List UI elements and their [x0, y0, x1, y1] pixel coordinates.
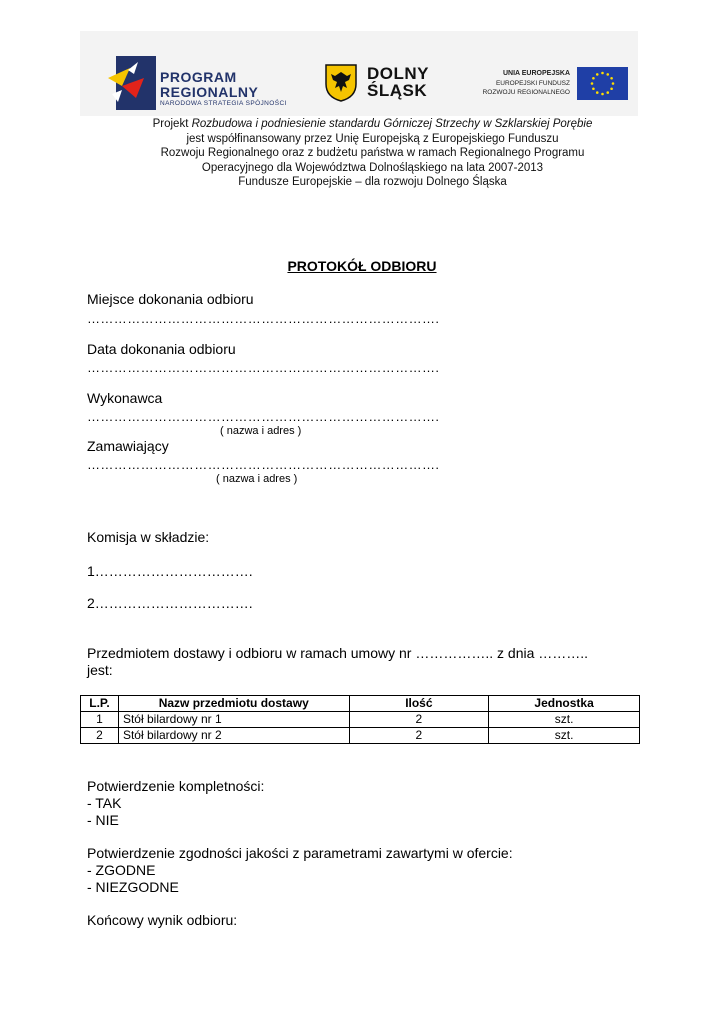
cell-jednostka: szt.: [489, 728, 640, 744]
project-line5: Fundusze Europejskie – dla rozwoju Dolnego Śląska: [238, 176, 507, 188]
project-line1: [120, 117, 625, 132]
kompletnosc-option-nie[interactable]: - NIE: [87, 812, 119, 828]
eu-star: [610, 87, 613, 90]
wykonawca-hint: ( nazwa i adres ): [220, 425, 302, 437]
przedmiot-line1: Przedmiotem dostawy i odbioru w ramach umowy nr …………….. z dnia ………..: [87, 645, 589, 661]
eu-star: [596, 73, 599, 76]
eu-text-line2: EUROPEJSKI FUNDUSZ: [495, 80, 570, 87]
eu-star: [612, 82, 615, 85]
program-regionalny-line1: PROGRAM: [160, 69, 237, 85]
cell-nazwa: Stół bilardowy nr 1: [118, 712, 349, 728]
wykonawca-dots-field[interactable]: …………………………………………………………………….: [87, 409, 440, 424]
project-line3: Rozwoju Regionalnego oraz z budżetu państwa w ramach Regionalnego Programu: [160, 147, 585, 159]
wynik-label: Końcowy wynik odbioru:: [87, 912, 238, 928]
header-lp: L.P.: [81, 696, 119, 712]
project-name: Rozbudowa i podniesienie standardu Górniczej Strzechy w Szklarskiej Porębie: [191, 118, 593, 130]
program-regionalny-logo-icon: [108, 56, 158, 110]
zamawiajacy-label: Zamawiający: [87, 438, 169, 454]
eu-star: [592, 77, 595, 80]
cell-lp: 1: [81, 712, 119, 728]
page-title: PROTOKÓŁ ODBIORU: [287, 258, 437, 274]
dolny-slask-line2: ŚLĄSK: [367, 81, 428, 100]
zgodnosc-label: Potwierdzenie zgodności jakości z parametrami zawartymi w ofercie:: [87, 845, 513, 861]
eu-star: [610, 77, 613, 80]
zgodnosc-option-niezgodne[interactable]: - NIEZGODNE: [87, 879, 179, 895]
komisja-label: Komisja w składzie:: [87, 529, 210, 545]
project-line2: jest współfinansowany przez Unię Europejską z Europejskiego Funduszu: [186, 132, 559, 145]
program-regionalny-line2: REGIONALNY: [160, 84, 259, 100]
table-row: [81, 712, 640, 728]
kompletnosc-label: Potwierdzenie kompletności:: [87, 778, 265, 794]
project-prefix: Projekt: [152, 118, 192, 130]
zamawiajacy-dots-field[interactable]: …………………………………………………………………….: [87, 457, 440, 472]
cell-lp: 2: [81, 728, 119, 744]
eu-star: [591, 82, 594, 85]
eu-star: [601, 93, 604, 96]
eu-star: [601, 72, 604, 75]
eu-text-line3: ROZWOJU REGIONALNEGO: [482, 89, 570, 96]
komisja-member-2[interactable]: 2…………………………….: [87, 595, 253, 611]
header-jednostka: Jednostka: [489, 696, 640, 712]
komisja-member-1[interactable]: 1…………………………….: [87, 563, 253, 579]
project-line4: Operacyjnego dla Województwa Dolnośląskiego na lata 2007-2013: [201, 161, 544, 174]
eu-star: [606, 73, 609, 76]
zamawiajacy-hint: ( nazwa i adres ): [216, 473, 298, 485]
header-nazwa: Nazw przedmiotu dostawy: [118, 696, 349, 712]
miejsce-dots-field[interactable]: …………………………………………………………………….: [87, 311, 440, 326]
kompletnosc-option-tak[interactable]: - TAK: [87, 795, 122, 811]
data-label: Data dokonania odbioru: [87, 341, 236, 357]
dolny-slask-crest-icon: [325, 64, 357, 102]
eu-star: [592, 87, 595, 90]
wykonawca-label: Wykonawca: [87, 390, 163, 406]
table-header-row: [81, 696, 640, 712]
eu-star: [606, 91, 609, 94]
eu-star: [596, 91, 599, 94]
table-row: [81, 728, 640, 744]
project-description: [120, 117, 625, 190]
cell-ilosc: 2: [349, 728, 489, 744]
items-table: [80, 695, 640, 744]
eu-text-line1: UNIA EUROPEJSKA: [502, 70, 570, 77]
przedmiot-line2: jest:: [87, 662, 113, 678]
cell-ilosc: 2: [349, 712, 489, 728]
program-regionalny-line3: NARODOWA STRATEGIA SPÓJNOŚCI: [160, 100, 287, 107]
eu-flag-icon: [577, 67, 628, 100]
header-ilosc: Ilość: [349, 696, 489, 712]
cell-jednostka: szt.: [489, 712, 640, 728]
dolny-slask-line1: DOLNY: [367, 64, 429, 83]
zgodnosc-option-zgodne[interactable]: - ZGODNE: [87, 862, 156, 878]
data-dots-field[interactable]: …………………………………………………………………….: [87, 360, 440, 375]
miejsce-label: Miejsce dokonania odbioru: [87, 291, 254, 307]
cell-nazwa: Stół bilardowy nr 2: [118, 728, 349, 744]
